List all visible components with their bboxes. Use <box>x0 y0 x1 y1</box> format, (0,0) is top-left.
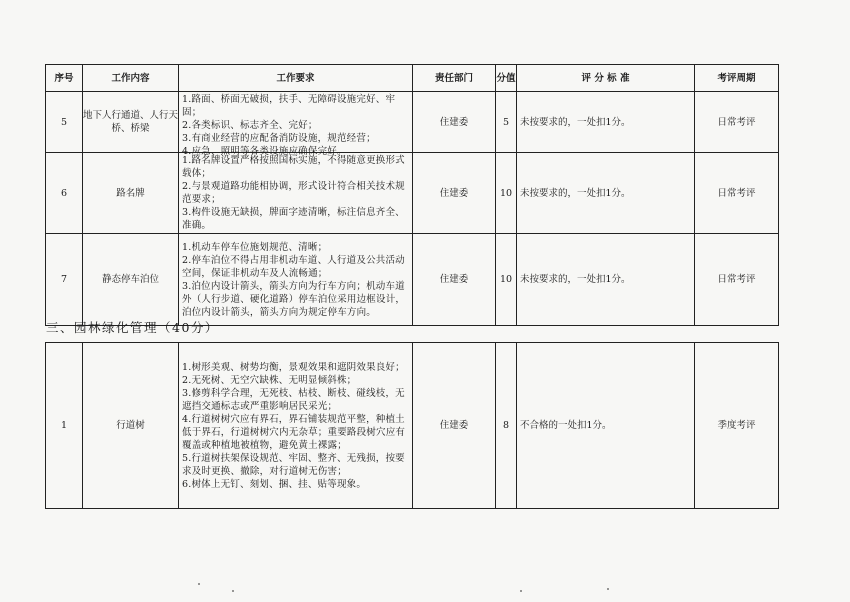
requirement-line: 3.构件设施无缺损，牌面字迹清晰，标注信息齐全、准确。 <box>182 207 405 231</box>
requirement-line: 4.应急、照明等各类设施应确保完好。 <box>182 146 347 157</box>
row-content: 静态停车泊位 <box>83 234 179 326</box>
row-no: 6 <box>46 153 83 234</box>
row-dept: 住建委 <box>413 234 496 326</box>
table-header-row <box>46 65 779 92</box>
section-title: 三、园林绿化管理（40分） <box>46 320 219 335</box>
row-standard: 未按要求的，一处扣1分。 <box>517 92 695 153</box>
requirement-line: 2.各类标识、标志齐全、完好； <box>182 120 318 131</box>
row-dept: 住建委 <box>413 92 496 153</box>
row-content: 路名牌 <box>83 153 179 234</box>
header-standard: 评 分 标 准 <box>517 65 695 92</box>
requirement-line: 2.与景观道路功能相协调，形式设计符合相关技术规范要求； <box>182 181 405 205</box>
row-score: 8 <box>496 343 517 509</box>
row-dept: 住建委 <box>413 153 496 234</box>
requirement-line: 6.树体上无钉、刻划、捆、挂、贴等现象。 <box>182 478 367 490</box>
requirement-line: 3.有商业经营的应配备消防设施，规范经营； <box>182 133 376 144</box>
requirement-line: 2.无死树、无空穴缺株、无明显倾斜株； <box>182 374 357 386</box>
row-period: 日常考评 <box>695 92 779 153</box>
row-standard: 未按要求的，一处扣1分。 <box>517 153 695 234</box>
row-requirements <box>179 343 413 509</box>
row-requirements <box>179 92 413 157</box>
row-requirements <box>179 234 413 326</box>
requirement-line: 3.修剪科学合理，无死枝、枯枝、断枝、碰线枝，无遮挡交通标志或严重影响居民采光； <box>182 387 405 412</box>
table-row <box>46 343 779 509</box>
header-period: 考评周期 <box>695 65 779 92</box>
requirement-line: 2.停车泊位不得占用非机动车道、人行道及公共活动空间，保证非机动车及人流畅通； <box>182 254 405 279</box>
header-content: 工作内容 <box>83 65 179 92</box>
table-row <box>46 234 779 326</box>
requirement-line: 1.路名牌设置严格按照国标实施，不得随意更换形式载体； <box>182 155 405 179</box>
row-score: 10 <box>496 234 517 326</box>
row-score: 10 <box>496 153 517 234</box>
row-period: 季度考评 <box>695 343 779 509</box>
row-content: 地下人行通道、人行天桥、桥梁 <box>83 92 179 153</box>
row-content: 行道树 <box>83 343 179 509</box>
assessment-table-bottom <box>45 342 779 509</box>
header-dept: 责任部门 <box>413 65 496 92</box>
scan-speck <box>232 590 234 592</box>
header-requirements: 工作要求 <box>179 65 413 92</box>
row-standard: 不合格的一处扣1分。 <box>517 343 695 509</box>
requirement-line: 3.泊位内设计箭头，箭头方向为行车方向；机动车道外（人行步道、硬化道路）停车泊位采用边框设计，泊位内设计箭头，箭头方向为规定停车方向。 <box>182 280 406 318</box>
requirement-line: 4.行道树树穴应有界石，界石铺装规范平整，种植土低于界石，行道树树穴内无杂草；重要路段树穴应有覆盖或种植地被植物，避免黄土裸露； <box>182 413 406 451</box>
table-row <box>46 153 779 234</box>
row-no: 7 <box>46 234 83 326</box>
requirement-line: 5.行道树扶架保设规范、牢固、整齐、无残损，按要求及时更换、撤除，对行道树无伤害； <box>182 452 405 477</box>
requirement-line: 1.路面、桥面无破损，扶手、无障碍设施完好、牢固； <box>182 94 396 118</box>
header-no: 序号 <box>46 65 83 92</box>
row-standard: 未按要求的，一处扣1分。 <box>517 234 695 326</box>
scan-speck <box>198 583 200 585</box>
row-requirements <box>179 153 413 234</box>
row-dept: 住建委 <box>413 343 496 509</box>
requirement-line: 1.树形美观、树势均衡，景观效果和遮阴效果良好； <box>182 361 405 373</box>
header-score: 分值 <box>496 65 517 92</box>
scan-speck <box>607 588 609 590</box>
assessment-table-top <box>45 64 779 326</box>
scan-speck <box>520 590 522 592</box>
row-score: 5 <box>496 92 517 153</box>
row-period: 日常考评 <box>695 153 779 234</box>
requirement-line: 1.机动车停车位施划规范、清晰； <box>182 241 328 253</box>
table-row <box>46 92 779 153</box>
row-no: 1 <box>46 343 83 509</box>
row-period: 日常考评 <box>695 234 779 326</box>
row-no: 5 <box>46 92 83 153</box>
